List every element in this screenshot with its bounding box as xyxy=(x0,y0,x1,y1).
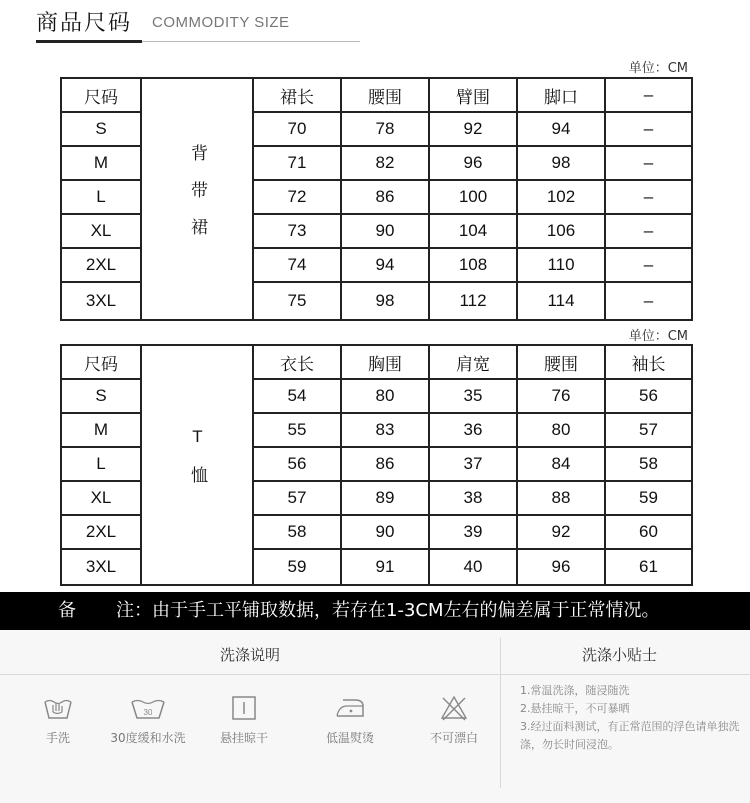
measurement-cell: 75 xyxy=(253,282,341,320)
care-item-hang-dry xyxy=(214,694,274,746)
measurement-cell: 86 xyxy=(341,180,429,214)
measurement-cell: 96 xyxy=(517,549,605,585)
care-tip: 3.经过面料测试，有正常范围的浮色请单独洗涤，勿长时间浸泡。 xyxy=(520,720,740,751)
table-header-row xyxy=(61,345,692,379)
care-instructions-title: 洗涤说明 xyxy=(220,646,281,664)
measurement-cell: 60 xyxy=(605,515,692,549)
measurement-cell: 94 xyxy=(341,248,429,282)
table-header-row xyxy=(61,78,692,112)
care-tips-list xyxy=(520,682,740,754)
size-cell: S xyxy=(61,379,141,413)
size-cell: 2XL xyxy=(61,248,141,282)
measurement-cell: 57 xyxy=(253,481,341,515)
table-header-cell: 衣长 xyxy=(253,345,341,379)
care-divider-horizontal xyxy=(0,674,750,675)
note-text: 注：由于手工平铺取数据，若存在1-3CM左右的偏差属于正常情况。 xyxy=(116,600,660,621)
care-item-hand-wash xyxy=(28,694,88,746)
measurement-cell: 71 xyxy=(253,146,341,180)
no-bleach-icon xyxy=(439,694,469,722)
size-cell: M xyxy=(61,413,141,447)
table-header-cell: 袖长 xyxy=(605,345,692,379)
measurement-cell: 102 xyxy=(517,180,605,214)
category-label: 背带裙 xyxy=(188,143,207,255)
size-table-tshirt xyxy=(60,344,693,586)
measurement-cell: – xyxy=(605,180,692,214)
size-cell: L xyxy=(61,180,141,214)
care-item-label: 手洗 xyxy=(45,731,70,745)
size-cell: XL xyxy=(61,481,141,515)
note-bar xyxy=(0,592,750,630)
measurement-cell: 96 xyxy=(429,146,517,180)
table-header-cell: 肩宽 xyxy=(429,345,517,379)
measurement-cell: 90 xyxy=(341,515,429,549)
note-label: 备 xyxy=(58,600,76,621)
measurement-cell: 84 xyxy=(517,447,605,481)
table-header-cell: 胸围 xyxy=(341,345,429,379)
measurement-cell: 89 xyxy=(341,481,429,515)
low-iron-icon xyxy=(333,694,367,722)
care-item-low-iron xyxy=(318,694,382,746)
table-header-cell: 尺码 xyxy=(61,78,141,112)
category-label: T恤 xyxy=(188,427,207,503)
measurement-cell: – xyxy=(605,248,692,282)
care-item-label: 不可漂白 xyxy=(429,731,478,745)
measurement-cell: 112 xyxy=(429,282,517,320)
wash-30-icon xyxy=(129,694,167,722)
measurement-cell: 39 xyxy=(429,515,517,549)
measurement-cell: 37 xyxy=(429,447,517,481)
table1-unit: 单位：CM xyxy=(628,61,688,76)
hand-wash-icon xyxy=(42,694,74,722)
measurement-cell: 74 xyxy=(253,248,341,282)
table-header-cell: 腰围 xyxy=(517,345,605,379)
measurement-cell: 72 xyxy=(253,180,341,214)
measurement-cell: 36 xyxy=(429,413,517,447)
wash-temp-label: 30 xyxy=(143,708,153,717)
size-cell: 3XL xyxy=(61,282,141,320)
measurement-cell: – xyxy=(605,146,692,180)
table-header-cell: 腰围 xyxy=(341,78,429,112)
measurement-cell: 91 xyxy=(341,549,429,585)
measurement-cell: 56 xyxy=(253,447,341,481)
care-item-label: 30度缓和水洗 xyxy=(110,731,186,745)
measurement-cell: 98 xyxy=(517,146,605,180)
measurement-cell: 86 xyxy=(341,447,429,481)
measurement-cell: 80 xyxy=(517,413,605,447)
table-header-cell: – xyxy=(605,78,692,112)
measurement-cell: 104 xyxy=(429,214,517,248)
header-divider xyxy=(142,41,360,42)
measurement-cell: 92 xyxy=(517,515,605,549)
measurement-cell: 110 xyxy=(517,248,605,282)
measurement-cell: 94 xyxy=(517,112,605,146)
care-section xyxy=(0,630,750,803)
header-title-en: COMMODITY SIZE xyxy=(152,14,290,31)
measurement-cell: 108 xyxy=(429,248,517,282)
measurement-cell: 38 xyxy=(429,481,517,515)
measurement-cell: 106 xyxy=(517,214,605,248)
care-tip: 2.悬挂晾干，不可暴晒 xyxy=(520,702,630,715)
table-header-cell: 尺码 xyxy=(61,345,141,379)
table-header-cell: 裙长 xyxy=(253,78,341,112)
header-underline xyxy=(36,40,142,43)
measurement-cell: 59 xyxy=(253,549,341,585)
size-cell: S xyxy=(61,112,141,146)
measurement-cell: 98 xyxy=(341,282,429,320)
measurement-cell: 54 xyxy=(253,379,341,413)
care-divider-vertical xyxy=(500,638,501,788)
care-tips-title: 洗涤小贴士 xyxy=(582,646,658,664)
measurement-cell: – xyxy=(605,112,692,146)
table2-unit: 单位：CM xyxy=(628,329,688,344)
measurement-cell: 83 xyxy=(341,413,429,447)
measurement-cell: – xyxy=(605,282,692,320)
size-cell: L xyxy=(61,447,141,481)
measurement-cell: 100 xyxy=(429,180,517,214)
category-cell xyxy=(141,78,253,320)
care-item-no-bleach xyxy=(424,694,484,746)
care-tip: 1.常温洗涤，随浸随洗 xyxy=(520,684,630,697)
care-item-label: 悬挂晾干 xyxy=(219,731,268,745)
size-table-overalls xyxy=(60,77,693,321)
measurement-cell: 76 xyxy=(517,379,605,413)
measurement-cell: 90 xyxy=(341,214,429,248)
measurement-cell: 57 xyxy=(605,413,692,447)
measurement-cell: 88 xyxy=(517,481,605,515)
measurement-cell: 92 xyxy=(429,112,517,146)
table-header-cell: 脚口 xyxy=(517,78,605,112)
measurement-cell: 35 xyxy=(429,379,517,413)
measurement-cell: 78 xyxy=(341,112,429,146)
measurement-cell: 73 xyxy=(253,214,341,248)
measurement-cell: 58 xyxy=(253,515,341,549)
table-header-cell: 臂围 xyxy=(429,78,517,112)
size-cell: 3XL xyxy=(61,549,141,585)
header-title-cn: 商品尺码 xyxy=(36,11,133,36)
measurement-cell: 82 xyxy=(341,146,429,180)
measurement-cell: 70 xyxy=(253,112,341,146)
measurement-cell: 40 xyxy=(429,549,517,585)
size-cell: XL xyxy=(61,214,141,248)
hang-dry-icon xyxy=(230,694,258,722)
size-cell: M xyxy=(61,146,141,180)
category-cell xyxy=(141,345,253,585)
measurement-cell: 59 xyxy=(605,481,692,515)
measurement-cell: 56 xyxy=(605,379,692,413)
measurement-cell: – xyxy=(605,214,692,248)
measurement-cell: 55 xyxy=(253,413,341,447)
measurement-cell: 80 xyxy=(341,379,429,413)
care-item-label: 低温熨烫 xyxy=(325,731,374,745)
measurement-cell: 114 xyxy=(517,282,605,320)
measurement-cell: 58 xyxy=(605,447,692,481)
size-cell: 2XL xyxy=(61,515,141,549)
care-item-wash-30 xyxy=(96,694,200,746)
measurement-cell: 61 xyxy=(605,549,692,585)
